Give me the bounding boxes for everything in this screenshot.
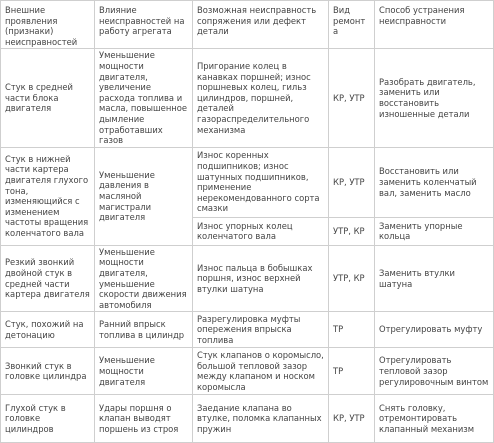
cell-repair: УТР, КР	[329, 245, 375, 312]
cell-defect: Заедание клапана во втулке, поломка клапанных пружин	[193, 395, 329, 443]
cell-remedy: Отрегулировать муфту	[375, 312, 494, 348]
header-effect: Влияние неисправностей на работу агрегата	[95, 1, 193, 49]
cell-repair: КР, УТР	[329, 395, 375, 443]
cell-remedy: Заменить упорные кольца	[375, 217, 494, 245]
table-row	[1, 245, 494, 312]
cell-effect: Уменьшение мощности двигателя	[95, 348, 193, 395]
cell-defect: Износ пальца в бобышках поршня, износ верхней втулки шатуна	[193, 245, 329, 312]
header-row	[1, 1, 494, 49]
cell-effect: Уменьшение мощности двигателя, увеличение расхода топлива и масла, повышенное дымление отработавших газов	[95, 49, 193, 147]
cell-repair: ТР	[329, 312, 375, 348]
table-header	[1, 1, 494, 49]
cell-effect: Ранний впрыск топлива в цилиндр	[95, 312, 193, 348]
cell-defect: Разрегулировка муфты опережения впрыска топлива	[193, 312, 329, 348]
cell-remedy: Восстановить или заменить коленчатый вал, заменить масло	[375, 147, 494, 217]
cell-effect: Уменьшение мощности двигателя, уменьшение скорости движения автомобиля	[95, 245, 193, 312]
table-row	[1, 147, 494, 217]
cell-repair: ТР	[329, 348, 375, 395]
cell-symptom: Звонкий стук в головке цилиндра	[1, 348, 95, 395]
header-symptom: Внешние проявления (признаки) неисправностей	[1, 1, 95, 49]
cell-repair: КР, УТР	[329, 147, 375, 217]
cell-remedy: Разобрать двигатель, заменить или восстановить изношенные детали	[375, 49, 494, 147]
cell-symptom: Резкий звонкий двойной стук в средней части картера двигателя	[1, 245, 95, 312]
table-body	[1, 49, 494, 443]
cell-repair: КР, УТР	[329, 49, 375, 147]
header-remedy: Способ устранения неисправности	[375, 1, 494, 49]
cell-effect: Уменьшение давления в масляной магистрали двигателя	[95, 147, 193, 245]
cell-defect: Стук клапанов о коромысло, большой тепловой зазор между клапаном и носком коромысла	[193, 348, 329, 395]
table-row	[1, 49, 494, 147]
cell-remedy: Снять головку, отремонтировать клапанный механизм	[375, 395, 494, 443]
cell-defect: Пригорание колец в канавках поршней; износ поршневых колец, гильз цилиндров, поршней, деталей газораспределительного механизма	[193, 49, 329, 147]
table-row	[1, 312, 494, 348]
header-defect: Возможная неисправность сопряжения или дефект детали	[193, 1, 329, 49]
cell-repair: УТР, КР	[329, 217, 375, 245]
cell-defect: Износ коренных подшипников; износ шатунных подшипников, применение нерекомендованного сорта смазки	[193, 147, 329, 217]
table-row	[1, 348, 494, 395]
cell-effect: Удары поршня о клапан выводят поршень из строя	[95, 395, 193, 443]
cell-symptom: Глухой стук в головке цилиндров	[1, 395, 95, 443]
cell-symptom: Стук в нижней части картера двигателя глухого тона, изменяющийся с изменением частоты вращения коленчатого вала	[1, 147, 95, 245]
cell-defect: Износ упорных колец коленчатого вала	[193, 217, 329, 245]
table-row	[1, 395, 494, 443]
cell-remedy: Заменить втулки шатуна	[375, 245, 494, 312]
cell-symptom: Стук, похожий на детонацию	[1, 312, 95, 348]
cell-symptom: Стук в средней части блока двигателя	[1, 49, 95, 147]
cell-remedy: Отрегулировать тепловой зазор регулировочным винтом	[375, 348, 494, 395]
header-repair: Вид ремонта	[329, 1, 375, 49]
